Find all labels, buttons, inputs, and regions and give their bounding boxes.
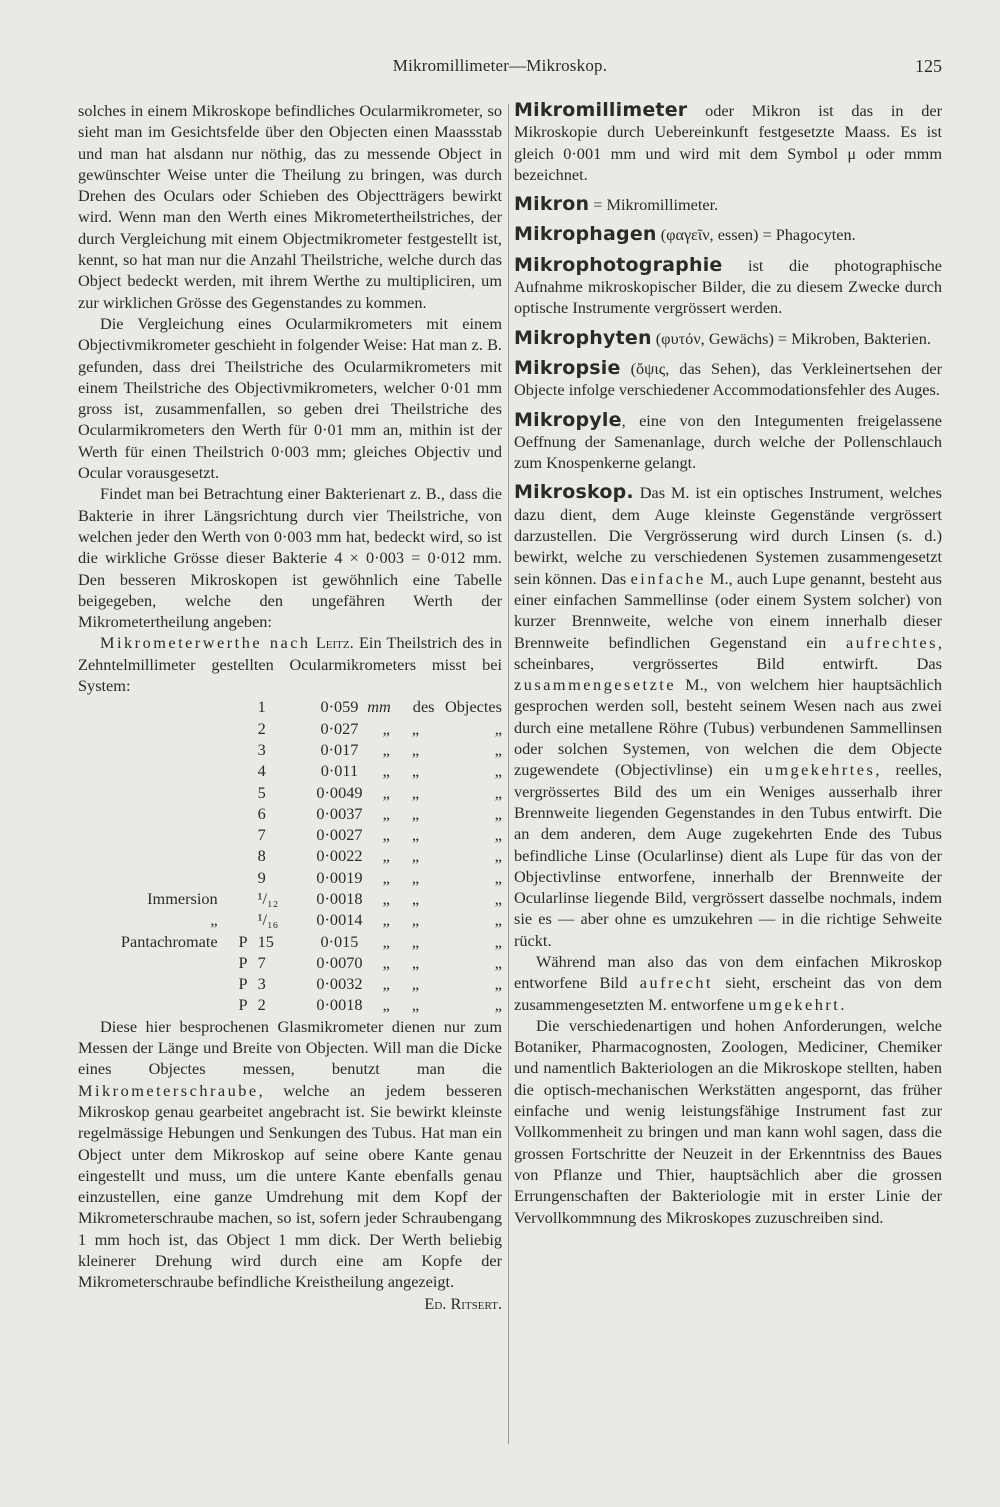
of-text: „ bbox=[411, 846, 420, 866]
table-row bbox=[78, 718, 502, 739]
table-row bbox=[78, 931, 502, 952]
row-system bbox=[258, 888, 312, 909]
row-value bbox=[312, 909, 368, 930]
row-unit bbox=[367, 888, 434, 909]
entry-text: = Mikromillimeter. bbox=[589, 195, 719, 215]
row-system bbox=[258, 718, 312, 739]
unit-text: „ bbox=[382, 974, 390, 994]
value-number: 0·0070 bbox=[316, 952, 363, 972]
row-value bbox=[312, 803, 368, 824]
row-unit bbox=[367, 952, 434, 973]
value-number: 0·027 bbox=[320, 718, 359, 738]
system-number: 4 bbox=[257, 761, 266, 781]
row-unit bbox=[367, 909, 434, 930]
text-run: sieht, erscheint das von dem zusammengesetzten M. entworfene bbox=[514, 973, 942, 1014]
text-run: . Ein Theilstrich des in Zehntelmillimeter gestellten Ocularmikrometers misst bei System: bbox=[78, 633, 502, 696]
system-number: ¹/₁₆ bbox=[257, 910, 279, 930]
entry-text: ist die photographische Aufnahme mikroskopischer Bilder, die zu diesem Zwecke durch optische Instrumente vergrössert werden. bbox=[514, 255, 942, 318]
row-value bbox=[312, 760, 368, 781]
row-system bbox=[258, 973, 312, 994]
paragraph: Die Vergleichung eines Ocularmikrometers mit einem Objectivmikrometer geschieht in folgender Weise: Hat man z. B. gefunden, dass drei Theilstriche des Ocularmikrometers mit einem Theilstriche des Objectivmikrometers, welcher 0·01 mm gross ist, zusammenfallen, so geben drei Theilstriche des Ocularmikrometers den Werth für 0·01 mm an, mithin ist der Werth für einen Theilstrich 0·003 mm; gleiches Objectiv und Ocular vorausgesetzt. bbox=[78, 313, 502, 483]
entry-mikrophyten bbox=[514, 328, 942, 349]
of-text: des bbox=[412, 697, 435, 717]
entry-headword: Mikrophyten bbox=[514, 326, 652, 349]
row-system bbox=[258, 909, 312, 930]
row-object: „ bbox=[494, 931, 502, 951]
paragraph bbox=[78, 1016, 502, 1293]
unit-text: mm bbox=[367, 697, 391, 717]
row-label bbox=[78, 760, 222, 781]
value-number: 0·0014 bbox=[316, 910, 363, 930]
row-unit bbox=[367, 760, 434, 781]
table-row bbox=[78, 760, 502, 781]
row-value bbox=[312, 994, 368, 1015]
row-object: Objectes bbox=[445, 697, 502, 717]
row-object: „ bbox=[494, 867, 502, 887]
spaced-text: umgekehrt bbox=[748, 994, 841, 1014]
of-text: „ bbox=[411, 931, 420, 951]
row-unit bbox=[367, 718, 434, 739]
system-number: 6 bbox=[257, 803, 266, 823]
of-text: „ bbox=[411, 867, 420, 887]
unit-text: „ bbox=[382, 952, 390, 972]
row-label bbox=[78, 739, 222, 760]
row-object: „ bbox=[494, 739, 502, 759]
entry-headword: Mikropsie bbox=[514, 356, 621, 379]
row-system bbox=[258, 782, 312, 803]
row-series bbox=[222, 696, 258, 717]
spaced-text: umgekehrtes bbox=[764, 760, 876, 780]
row-series bbox=[222, 867, 258, 888]
row-object: „ bbox=[494, 910, 502, 930]
row-label bbox=[78, 973, 222, 994]
system-number: 8 bbox=[257, 846, 266, 866]
row-unit bbox=[367, 803, 434, 824]
unit-text: „ bbox=[382, 867, 390, 887]
entry-headword: Mikromillimeter bbox=[514, 99, 688, 121]
table-row bbox=[78, 739, 502, 760]
row-unit bbox=[367, 867, 434, 888]
of-text: „ bbox=[411, 825, 420, 845]
row-system bbox=[258, 931, 312, 952]
row-value bbox=[312, 824, 368, 845]
row-object: „ bbox=[494, 761, 502, 781]
unit-text: „ bbox=[382, 761, 390, 781]
entry-mikroskop bbox=[514, 482, 942, 951]
row-system bbox=[258, 696, 312, 717]
row-unit bbox=[367, 973, 434, 994]
row-series: P bbox=[238, 974, 248, 994]
table-row bbox=[78, 782, 502, 803]
row-unit bbox=[367, 931, 434, 952]
running-title: Mikromillimeter—Mikroskop. bbox=[392, 56, 608, 75]
row-value bbox=[312, 739, 368, 760]
row-system bbox=[258, 994, 312, 1015]
of-text: „ bbox=[411, 739, 420, 759]
of-text: „ bbox=[411, 782, 420, 802]
row-value bbox=[312, 696, 368, 717]
unit-text: „ bbox=[382, 825, 390, 845]
left-column bbox=[78, 100, 502, 1314]
table-row bbox=[78, 845, 502, 866]
entry-text: oder Mikron ist das in der Mikroskopie durch Uebereinkunft festgesetzte Maass. Es ist gleich 0·001 mm und wird mit dem Symbol μ oder mmm bezeichnet. bbox=[514, 101, 942, 184]
system-number: 3 bbox=[257, 739, 266, 759]
text-run: Während man also das von dem einfachen Mikroskop entworfene Bild bbox=[514, 951, 942, 993]
of-text: „ bbox=[411, 974, 420, 994]
row-label: Immersion bbox=[147, 888, 218, 908]
row-object: „ bbox=[494, 888, 502, 908]
spaced-text: Mikrometerwerthe nach bbox=[100, 633, 311, 653]
row-series bbox=[222, 718, 258, 739]
entry-headword: Mikropyle bbox=[514, 408, 622, 431]
entry-text: (φαγεῖν, essen) = Phagocyten. bbox=[656, 225, 856, 245]
unit-text: „ bbox=[382, 910, 390, 930]
row-value bbox=[312, 952, 368, 973]
row-object: „ bbox=[494, 846, 502, 866]
of-text: „ bbox=[411, 803, 420, 823]
row-label bbox=[78, 952, 222, 973]
system-number: 2 bbox=[257, 995, 266, 1015]
table-row bbox=[78, 867, 502, 888]
of-text: „ bbox=[411, 888, 420, 908]
author-signature: Ed. Ritsert. bbox=[424, 1293, 502, 1313]
of-text: „ bbox=[411, 952, 420, 972]
row-value bbox=[312, 867, 368, 888]
spaced-text: aufrecht bbox=[639, 973, 714, 993]
row-object: „ bbox=[494, 974, 502, 994]
unit-text: „ bbox=[382, 739, 390, 759]
system-number: ¹/₁₂ bbox=[257, 888, 279, 908]
row-unit bbox=[367, 782, 434, 803]
row-value bbox=[312, 845, 368, 866]
row-label bbox=[78, 718, 222, 739]
row-system bbox=[258, 760, 312, 781]
entry-mikrophotographie bbox=[514, 255, 942, 319]
value-number: 0·011 bbox=[320, 761, 359, 781]
unit-text: „ bbox=[382, 995, 390, 1015]
row-object: „ bbox=[494, 825, 502, 845]
unit-text: „ bbox=[382, 931, 390, 951]
row-series bbox=[222, 782, 258, 803]
row-label bbox=[78, 994, 222, 1015]
of-text: „ bbox=[411, 910, 420, 930]
unit-text: „ bbox=[382, 718, 390, 738]
table-row bbox=[78, 888, 502, 909]
value-number: 0·0022 bbox=[316, 846, 363, 866]
entry-text: (ὄψις, das Sehen), das Verkleinertsehen der Objecte infolge verschiedener Accommodationsfehler des Auges. bbox=[514, 358, 942, 400]
value-number: 0·0018 bbox=[316, 888, 363, 908]
row-value bbox=[312, 718, 368, 739]
row-object: „ bbox=[494, 782, 502, 802]
page-header bbox=[0, 56, 1000, 86]
unit-text: „ bbox=[382, 782, 390, 802]
row-unit bbox=[367, 739, 434, 760]
row-system bbox=[258, 803, 312, 824]
row-series bbox=[222, 909, 258, 930]
row-series: P bbox=[238, 952, 248, 972]
system-number: 7 bbox=[257, 825, 266, 845]
name-leitz: Leitz bbox=[315, 633, 350, 653]
table-row bbox=[78, 696, 502, 717]
right-column bbox=[514, 100, 942, 1228]
entry-mikron bbox=[514, 194, 942, 215]
row-series bbox=[222, 845, 258, 866]
entry-mikrophagen bbox=[514, 224, 942, 245]
entry-text: (φυτόν, Gewächs) = Mikroben, Bakterien. bbox=[651, 328, 931, 348]
paragraph bbox=[514, 951, 942, 1015]
spaced-text: aufrechtes bbox=[846, 632, 938, 652]
micrometer-table bbox=[78, 696, 502, 1015]
row-label: „ bbox=[210, 910, 218, 930]
row-system bbox=[258, 739, 312, 760]
system-number: 9 bbox=[257, 867, 266, 887]
row-value bbox=[312, 931, 368, 952]
value-number: 0·0018 bbox=[316, 995, 363, 1015]
value-number: 0·0032 bbox=[316, 974, 363, 994]
system-number: 1 bbox=[257, 697, 266, 717]
column-divider bbox=[508, 104, 509, 1444]
value-number: 0·0049 bbox=[316, 782, 363, 802]
page-number: 125 bbox=[915, 56, 942, 76]
row-label bbox=[78, 845, 222, 866]
value-number: 0·0037 bbox=[316, 803, 363, 823]
of-text: „ bbox=[411, 761, 420, 781]
spaced-text: zusammengesetzte bbox=[514, 675, 677, 695]
row-value bbox=[312, 782, 368, 803]
entry-headword: Mikrophotographie bbox=[514, 253, 723, 276]
entry-headword: Mikrophagen bbox=[514, 223, 657, 246]
row-object: „ bbox=[494, 995, 502, 1015]
unit-text: „ bbox=[382, 846, 390, 866]
table-row bbox=[78, 994, 502, 1015]
system-number: 2 bbox=[257, 718, 266, 738]
row-label bbox=[78, 824, 222, 845]
table-row bbox=[78, 803, 502, 824]
paragraph: Die verschiedenartigen und hohen Anforderungen, welche Botaniker, Pharmacognosten, Zoologen, Mediciner, Chemiker und namentlich Bakteriologen an die Mikroskope stellten, haben die optisch-mechanischen Werkstätten angespornt, das früher einfache und wenig leistungsfähige Instrument fast zur Vollkommenheit zu bringen und man kann wohl sagen, dass die grossen Fortschritte der Neuzeit in der Erkenntniss des Baues von Pflanze und Thier, hauptsächlich aber die grossen Errungenschaften der Bakteriologie mit in erster Linie der Vervollkommnung des Mikroskopes zuzuschreiben sind. bbox=[514, 1015, 942, 1227]
system-number: 7 bbox=[257, 952, 266, 972]
entry-headword: Mikron bbox=[514, 193, 590, 216]
value-number: 0·059 bbox=[320, 697, 359, 717]
spaced-text: einfache bbox=[630, 568, 706, 588]
row-unit bbox=[367, 824, 434, 845]
entry-text: , eine von den Integumenten freigelassene Oeffnung der Samenanlage, durch welche der Pollenschlauch zum Knospenkerne gelangt. bbox=[514, 410, 942, 473]
row-label bbox=[78, 803, 222, 824]
row-label bbox=[78, 782, 222, 803]
row-series: P bbox=[238, 995, 248, 1015]
entry-mikromillimeter bbox=[514, 100, 942, 185]
row-unit bbox=[367, 994, 434, 1015]
row-series bbox=[222, 760, 258, 781]
row-object: „ bbox=[494, 718, 502, 738]
of-text: „ bbox=[411, 718, 420, 738]
table-row bbox=[78, 909, 502, 930]
text-run: Diese hier besprochenen Glasmikrometer dienen nur zum Messen der Länge und Breite von Objecten. Will man die Dicke eines Objectes messen, benutzt man die bbox=[78, 1016, 502, 1079]
text-run: , reelles, vergrössertes Bild des um ein Weniges ausserhalb ihrer Brennweite liegenden Gegenstandes in den Tubus entwirft. Die an dem anderen, dem Auge zugekehrten Ende des Tubus befindliche Linse (Ocularlinse) dient als Lupe für das von der Objectivlinse entworfene, innerhalb der Brennweite der Ocularlinse liegende Bild, vergrössert dasselbe nochmals, indem sie es — aber ohne es umzukehren — in die richtige Sehweite rückt. bbox=[514, 760, 942, 950]
table-row bbox=[78, 952, 502, 973]
spaced-text: Mikrometerschraube bbox=[78, 1080, 259, 1100]
entry-headword: Mikroskop. bbox=[514, 481, 634, 504]
value-number: 0·0019 bbox=[316, 867, 363, 887]
text-run: M., von welchem hier hauptsächlich gesprochen werden soll, besteht seinem Wesen nach aus zwei durch eine metallene Röhre (Tubus) verbundenen Sammellinsen oder solchen Systemen, von welchen die dem Objecte zugewendete (Objectivlinse) ein bbox=[514, 675, 942, 780]
system-number: 3 bbox=[257, 974, 266, 994]
text-run: , scheinbares, vergrössertes Bild entwirft. Das bbox=[514, 632, 942, 673]
row-system bbox=[258, 845, 312, 866]
row-object: „ bbox=[494, 803, 502, 823]
row-label bbox=[78, 867, 222, 888]
row-unit bbox=[367, 696, 434, 717]
row-object: „ bbox=[494, 952, 502, 972]
row-series bbox=[222, 824, 258, 845]
row-unit bbox=[367, 845, 434, 866]
row-system bbox=[258, 824, 312, 845]
table-row bbox=[78, 824, 502, 845]
paragraph bbox=[78, 632, 502, 696]
value-number: 0·0027 bbox=[316, 825, 363, 845]
value-number: 0·017 bbox=[320, 739, 359, 759]
table-row bbox=[78, 973, 502, 994]
paragraph: Findet man bei Betrachtung einer Bakterienart z. B., dass die Bakterie in ihrer Längsrichtung durch vier Theilstriche, von welchen jeder den Werth von 0·003 mm hat, bedeckt wird, so ist die wirkliche Grösse dieser Bakterie 4 × 0·003 = 0·012 mm. Den besseren Mikroskopen ist gewöhnlich eine Tabelle beigegeben, welche den ungefähren Werth der Mikrometertheilung angeben: bbox=[78, 484, 502, 632]
row-value bbox=[312, 888, 368, 909]
text-run: . bbox=[840, 994, 845, 1014]
entry-mikropsie bbox=[514, 358, 942, 401]
row-label: Pantachromate bbox=[120, 931, 218, 951]
row-value bbox=[312, 973, 368, 994]
value-number: 0·015 bbox=[320, 931, 359, 951]
row-label bbox=[78, 696, 222, 717]
row-system bbox=[258, 867, 312, 888]
text-run: Das M. ist ein optisches Instrument, welches dazu dient, dem Auge kleinste Gegenstände vergrössert darzustellen. Die Vergrösserung wird durch Linsen (s. d.) bewirkt, welche zu verschiedenen Systemen zusammengesetzt sein können. Das bbox=[514, 483, 942, 588]
system-number: 5 bbox=[257, 782, 266, 802]
unit-text: „ bbox=[382, 888, 390, 908]
unit-text: „ bbox=[382, 803, 390, 823]
paragraph: solches in einem Mikroskope befindliches Ocularmikrometer, so sieht man im Gesichtsfelde über den Objecten einen Maassstab und man hat alsdann nur nöthig, das zu messende Object in gewünschter Weise unter die Theilung zu bringen, was durch Drehen des Oculars oder Schieben des Objectträgers bewirkt wird. Wenn man den Werth eines Mikrometertheilstriches, der durch Vergleichung mit einem Objectmikrometer festgestellt ist, kennt, so hat man nur die Anzahl Theilstriche, welche durch das Object bedeckt werden, mit ihrem Werthe zu multipliciren, um zur wirklichen Grösse des Gegenstandes zu kommen. bbox=[78, 101, 502, 312]
row-series bbox=[222, 739, 258, 760]
text-run: , welche an jedem besseren Mikroskop genau gearbeitet angebracht ist. Sie bewirkt kleinste regelmässige Hebungen und Senkungen des Tubus. Hat man ein Object unter dem Mikroskop auf seine obere Kante genau eingestellt und muss, um die untere Kante ebenfalls genau einzustellen, eine ganze Umdrehung mit dem Kopf der Mikrometerschraube machen, so ist, sofern jeder Schraubengang 1 mm hoch ist, das Object 1 mm dick. Der Werth beliebig kleinerer Drehung wird durch eine am Kopfe der Mikrometerschraube befindliche Kreistheilung angezeigt. bbox=[78, 1080, 502, 1292]
text-run: M., auch Lupe genannt, besteht aus einer einfachen Sammellinse (oder einem System solcher) von kurzer Brennweite, welche von einem innerhalb dieser Brennweite befindlichen Gegenstand ein bbox=[514, 568, 942, 652]
entry-mikropyle bbox=[514, 410, 942, 474]
of-text: „ bbox=[411, 995, 420, 1015]
system-number: 15 bbox=[257, 931, 274, 951]
row-series bbox=[222, 888, 258, 909]
row-series: P bbox=[238, 931, 248, 951]
row-series bbox=[222, 803, 258, 824]
row-system bbox=[258, 952, 312, 973]
